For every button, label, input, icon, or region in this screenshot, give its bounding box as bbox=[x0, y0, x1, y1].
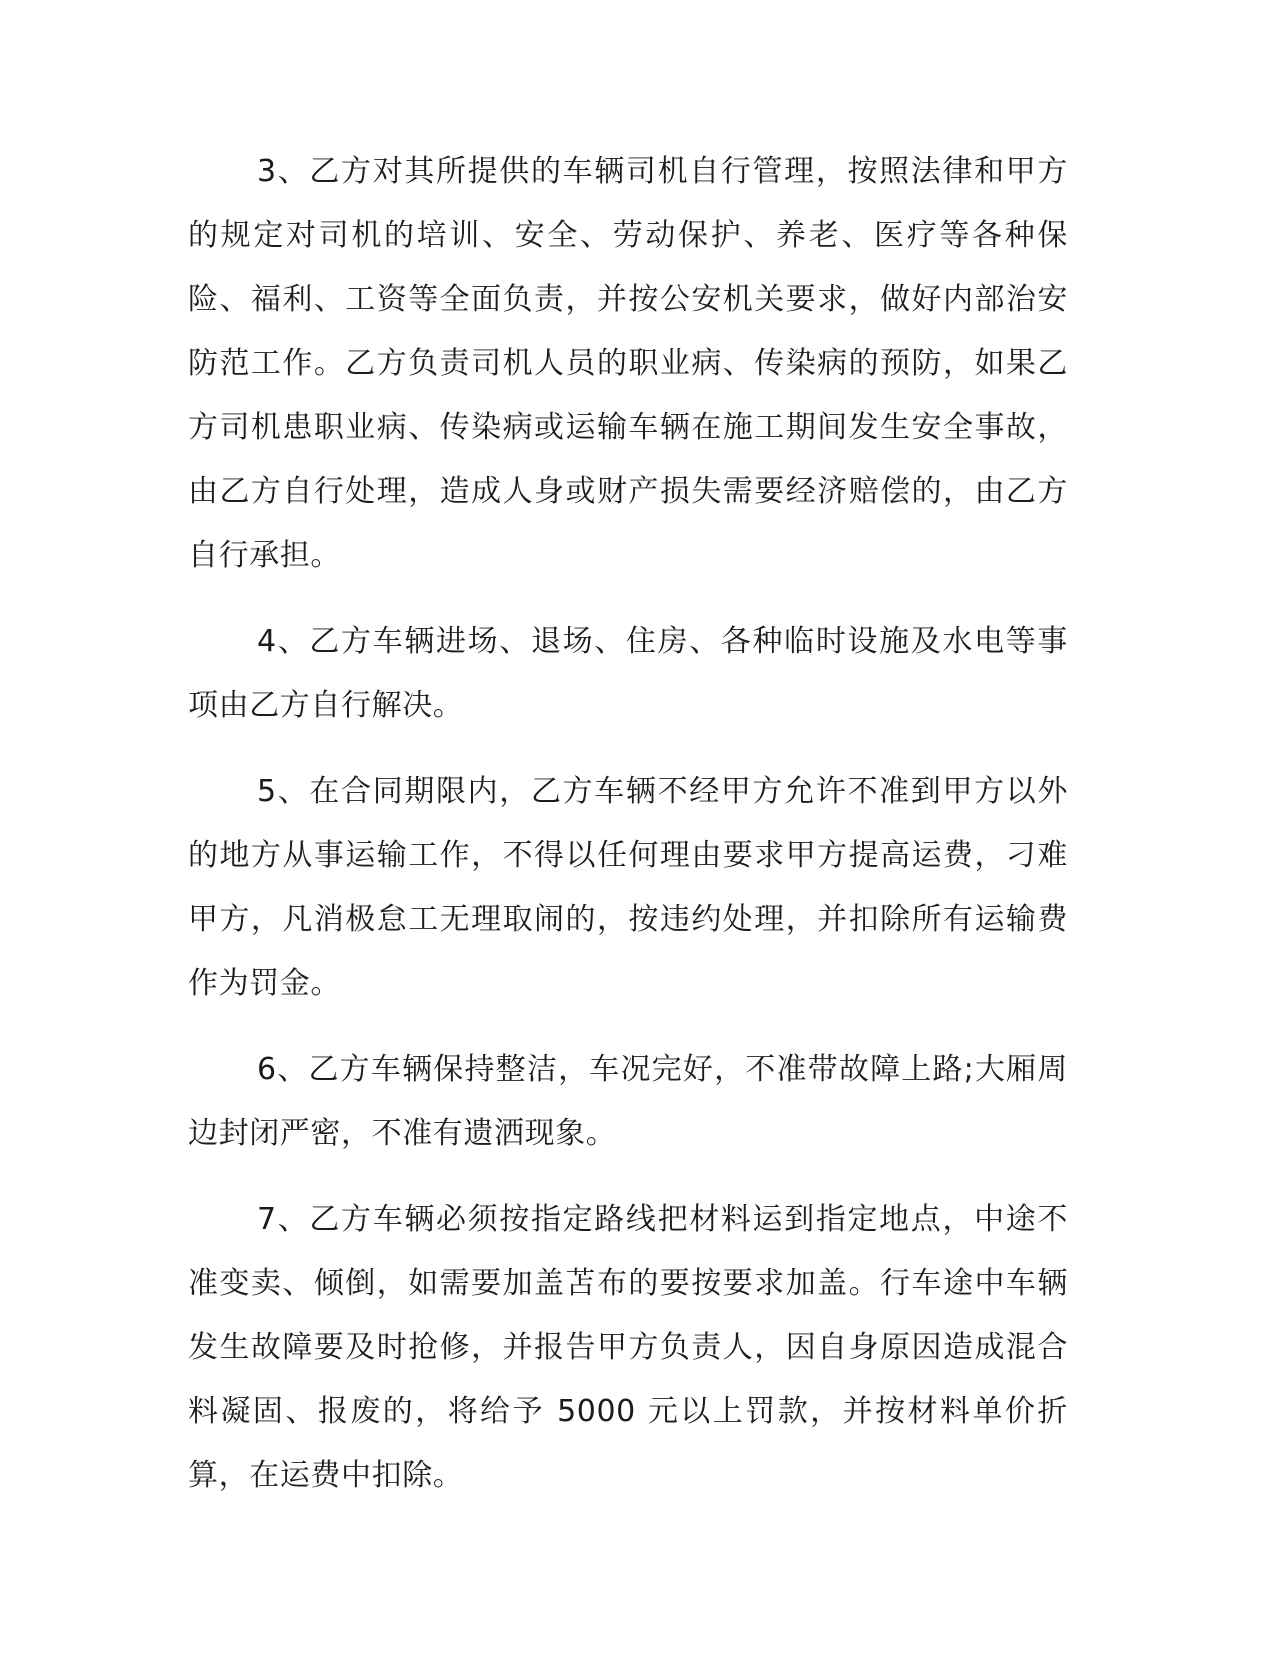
clause-7-paragraph: 7、乙方车辆必须按指定路线把材料运到指定地点，中途不准变卖、倾倒，如需要加盖苫布的要按要求加盖。行车途中车辆发生故障要及时抢修，并报告甲方负责人，因自身原因造成混合料凝固、报废的，将给予 5000 元以上罚款，并按材料单价折算，在运费中扣除。 bbox=[188, 1202, 1068, 1493]
document-body bbox=[188, 140, 1068, 1530]
clause-3-paragraph: 3、乙方对其所提供的车辆司机自行管理，按照法律和甲方的规定对司机的培训、安全、劳动保护、养老、医疗等各种保险、福利、工资等全面负责，并按公安机关要求，做好内部治安防范工作。乙方负责司机人员的职业病、传染病的预防，如果乙方司机患职业病、传染病或运输车辆在施工期间发生安全事故，由乙方自行处理，造成人身或财产损失需要经济赔偿的，由乙方自行承担。 bbox=[188, 154, 1068, 573]
clause-5-paragraph: 5、在合同期限内，乙方车辆不经甲方允许不准到甲方以外的地方从事运输工作，不得以任何理由要求甲方提高运费，刁难甲方，凡消极怠工无理取闹的，按违约处理，并扣除所有运输费作为罚金。 bbox=[188, 774, 1068, 1001]
clause-6-paragraph: 6、乙方车辆保持整洁，车况完好，不准带故障上路;大厢周边封闭严密，不准有遗洒现象。 bbox=[188, 1052, 1068, 1151]
clause-4-paragraph: 4、乙方车辆进场、退场、住房、各种临时设施及水电等事项由乙方自行解决。 bbox=[188, 624, 1068, 723]
